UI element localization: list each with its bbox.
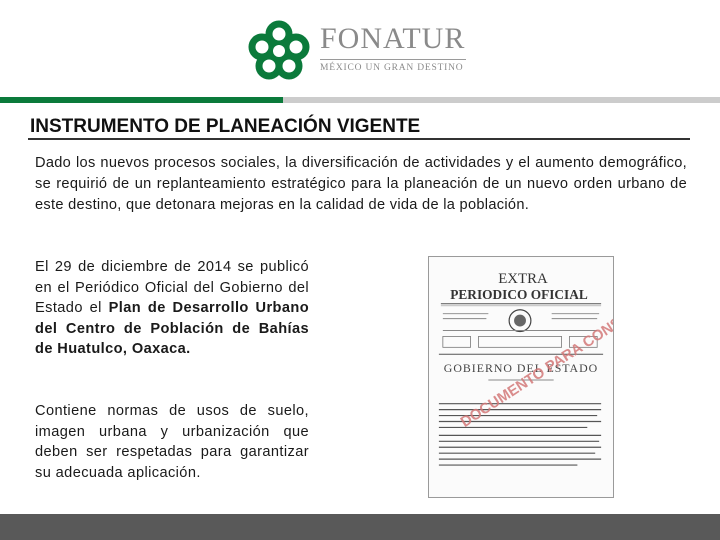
fonatur-logo xyxy=(248,18,478,80)
norms-paragraph: Contiene normas de usos de suelo, imagen urbana y urbanización que deben ser respetadas para garantizar su adecuada aplicación. xyxy=(35,403,309,481)
header-band-green xyxy=(0,97,283,103)
newspaper-illustration xyxy=(429,257,613,497)
publication-text: El 29 de diciembre de 2014 se publicó en el Periódico Oficial del Gobierno del Estado el xyxy=(35,259,309,316)
title-bar xyxy=(28,114,690,140)
plan-name: Plan de Desarrollo Urbano del Centro de Población de Bahías de Huatulco, Oaxaca. xyxy=(35,300,310,357)
page-title: INSTRUMENTO DE PLANEACIÓN VIGENTE xyxy=(30,116,421,137)
knot-logo-icon xyxy=(248,20,310,80)
periodico-oficial-image xyxy=(428,256,614,498)
doc-government-heading: GOBIERNO DEL ESTADO xyxy=(443,361,599,376)
title-underline xyxy=(28,138,690,140)
doc-heading-extra: EXTRA xyxy=(498,271,548,288)
footer-band xyxy=(0,514,720,540)
doc-heading-periodico: PERIODICO OFICIAL xyxy=(450,286,588,302)
header-band-gray xyxy=(283,97,720,103)
publication-paragraph xyxy=(35,257,309,360)
intro-paragraph: Dado los nuevos procesos sociales, la diversificación de actividades y el aumento demográfico, se requirió de un replanteamiento estratégico para la planeación de un nuevo orden urbano de este destino, que detonara mejoras en la calidad de vida de la población. xyxy=(35,155,687,213)
brand-tagline: MÉXICO UN GRAN DESTINO xyxy=(320,63,464,73)
brand-name: FONATUR xyxy=(320,22,466,55)
brand-divider xyxy=(320,59,466,60)
